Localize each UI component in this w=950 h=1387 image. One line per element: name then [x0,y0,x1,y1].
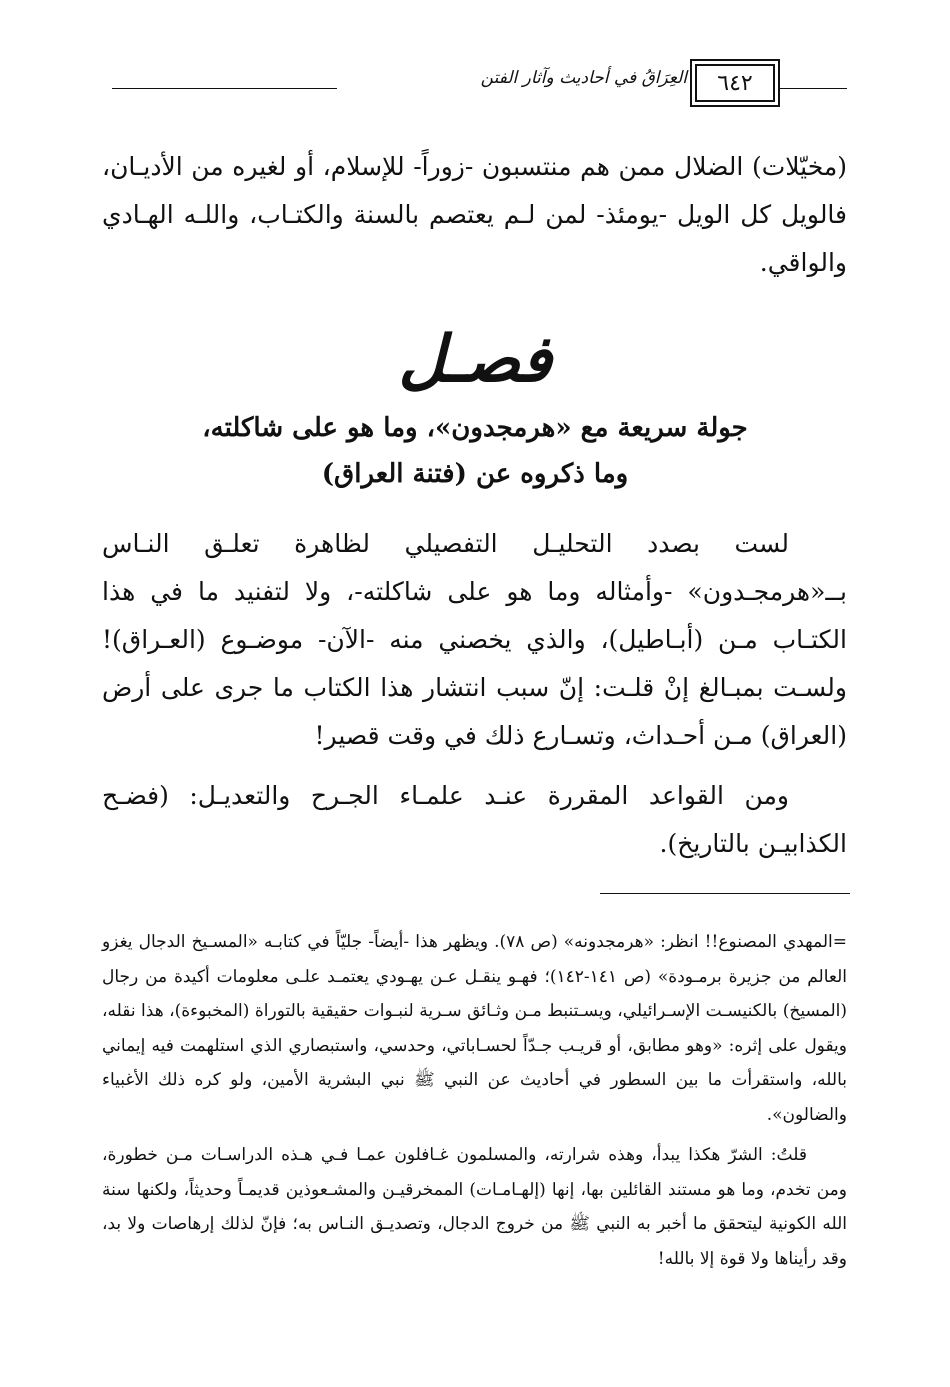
running-title: العِرَاقُ في أحاديث وآثار الفتن [480,68,687,88]
heading-line-2: وما ذكروه عن (فتنة العراق) [321,459,629,489]
main-paragraph-2: ومن القواعد المقررة عنـد علمـاء الجـرح والتعديـل: (فضـح الكذابيـن بالتاريخ). [102,781,847,858]
paragraph-text: (مخيّلات) الضلال ممن هم منتسبون -زوراً- للإسلام، أو لغيره من الأديـان، فالويل كل الويل -يومئذ- لمن لـم يعتصم بالسنة والكتـاب، واللـه الهـادي والواقي. [102,152,847,277]
section-heading [100,405,850,497]
footnote-separator [600,893,850,894]
footnote-continued: =المهدي المصنوع!! انظر: «هرمجدونه» (ص ٧٨). ويظهر هذا -أيضاً- جليّاً في كتابـه «المسـيخ الدجال يغزو العالم من جزيرة برمـودة» (ص ١٤١-١٤٢)؛ فهـو ينقـل عـن يهـودي يعتمـد علـى معلومات أكيدة من رجال (المسيخ) بالكنيسـت الإسـرائيلي، ويسـتنبط مـن وثـائق سـرية لنبـوات حقيقية بالتوراة (المخبوءة)، هذا نقله، ويقول على إثره: «وهو مطابق، أو قريـب جـدّاً لحسـاباتي، وحدسي، واستبصاري الذي استلهمت فيه إيماني بالله، واستقرأت ما بين السطور في أحاديث عن النبي ﷺ نبي البشرية الأمين، ولو كره ذلك الأغبياء والضالون». [102,932,847,1125]
header-rule-right [777,88,847,89]
heading-line-1: جولة سريعة مع «هرمجدون»، وما هو على شاكلته، [202,413,748,443]
header-rule-left [112,88,337,89]
section-label: فصـل [398,322,552,397]
footnote-comment: قلتُ: الشرّ هكذا يبدأ، وهذه شرارته، والمسلمون غـافلون عمـا فـي هـذه الدراسـات مـن خطورة، ومن تخدم، وما هو مستند القائلين بها، إنها (إلهـامـات) الممخرقيـن والمشـعوذين قديمـاً وحديثاً، ولكنها سنة الله الكونية ليتحقق ما أخبر به النبي ﷺ من خروج الدجال، وتصديـق النـاس به؛ فإنّ لذلك إرهاصات ولا بد، وقد رأيناها ولا قوة إلا بالله! [102,1145,847,1269]
page-number: ٦٤٢ [717,70,753,96]
main-paragraph-1: لست بصدد التحليـل التفصيلي لظاهرة تعلـق النـاس بــ«هرمجـدون» -وأمثاله وما هو على شاكلته-، ولا لتفنيد ما في هذا الكتـاب مـن (أبـاطيل)، والذي يخصني منه -الآن- موضـوع (العـراق)! ولسـت بمبـالغ إنْ قلـت: إنّ سبب انتشار هذا الكتاب ما جرى على أرض (العراق) مـن أحـداث، وتسـارع ذلك في وقت قصير! [102,529,847,750]
page-number-box [695,64,775,102]
footnotes [102,925,847,1276]
page-header [112,60,847,100]
continued-paragraph [102,143,847,287]
main-text [102,520,847,880]
